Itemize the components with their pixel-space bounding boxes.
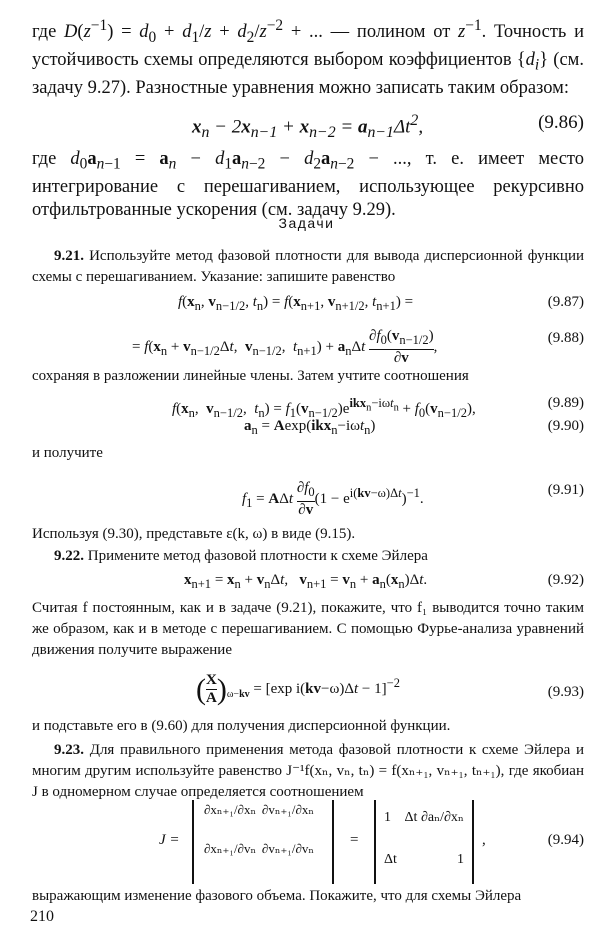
equation-9-88: [32, 318, 584, 366]
equation-9-87: [32, 292, 584, 314]
problem-9-22: [32, 546, 584, 567]
equation-9-91: [32, 470, 584, 518]
m1-d: ∂vₙ₊₁/∂vₙ: [261, 841, 314, 856]
section-title: Задачи: [278, 215, 335, 231]
eq-988-formula: = $f(x_n + v_{n-1/2}\Delta t$, $v_{n-1/2}$, $t_{n+1}) + a_n\Delta t$ $\frac{\partial f_0(v_{n-1/2})}{\partial v}$ ,: [132, 328, 438, 366]
intro-paragraph: где $D(z^{-1}) = d_0 + d_1/z + d_2/z^{-2}$ + ... — полином от $z^{-1}$. Точность и устойчивость схемы определяются выбором коэффициентов $\{d_i\}$ (см. задачу 9.27). Разностные уравнения можно записать таким образом:: [32, 17, 585, 98]
eq-994-comma: ,: [482, 832, 486, 848]
m2-b: Δt ∂aₙ/∂xₙ: [404, 810, 464, 825]
eq-992-formula: $x_{n+1} = x_n + v_n\Delta t$, $v_{n+1} = v_n + a_n(x_n)\Delta t$.: [184, 572, 428, 591]
para-after-986: где $d_0a_{n-1} = a_n - d_1a_{n-2} - d_2a_{n-2}$ − ..., т. е. имеет место интегрирование с перешагиванием, использующее рекурсивно отфильтрованные ускорения (см. задачу 9.29).: [32, 149, 585, 220]
equation-9-89: [32, 393, 584, 420]
paragraph-and-get: и получите: [32, 445, 103, 461]
eq-991-formula: $f_1 = A\Delta t$ $\frac{\partial f_0}{\partial v}$ $(1 - e^{i(kv-\omega)\Delta t})^{-1}$.: [242, 480, 424, 518]
page-number: 210: [30, 908, 54, 925]
equation-9-86: [32, 112, 584, 142]
equation-9-90: [32, 416, 584, 438]
eq-989-formula: $f(x_n$, $v_{n-1/2}$, $t_n) = f_1(v_{n-1/2})e^{ikx_n-i\omega t_n} + f_0(v_{n-1/2})$,: [172, 396, 476, 420]
eq-987-formula: $f(x_n$, $v_{n-1/2}$, $t_n) = f(x_{n+1}$, $v_{n+1/2}$, $t_{n+1}$) =: [178, 294, 414, 313]
eq-994-equals: =: [350, 832, 359, 848]
problem-9-23-label: 9.23.: [54, 742, 84, 758]
eq-993-formula: ( $\frac{X}{A}$ )$_{\omega-kv} = [\exp$ i(kv−ω)Δt − 1]$^{-2}$: [196, 672, 400, 706]
eq-990-formula: $a_n = Aexp(ikx_n-i\omega t_n)$: [244, 418, 376, 437]
problem-9-22-label: 9.22.: [54, 548, 84, 564]
m1-b: ∂vₙ₊₁/∂xₙ: [261, 802, 314, 817]
jacobian-matrix-values: [384, 808, 464, 870]
equation-9-92: [32, 570, 584, 592]
paragraph-substitute: и подставьте его в (9.60) для получения дисперсионной функции.: [32, 718, 451, 734]
m2-a: 1: [384, 810, 391, 825]
paragraph-last: выражающим изменение фазового объема. Покажите, что для схемы Эйлера: [32, 888, 522, 904]
problem-9-22-text: Примените метод фазовой плотности к схеме Эйлера: [87, 548, 428, 564]
problem-9-21: [32, 246, 584, 288]
eq-991-number: (9.91): [547, 482, 584, 498]
eq-988-number: (9.88): [547, 330, 584, 346]
paragraph-using-930: Используя (9.30), представьте ε(k, ω) в виде (9.15).: [32, 526, 356, 542]
m1-a: ∂xₙ₊₁/∂xₙ: [204, 802, 257, 817]
m1-c: ∂xₙ₊₁/∂vₙ: [204, 841, 257, 856]
paragraph-keep-linear: сохраняя в разложении линейные члены. Затем учтите соотношения: [32, 368, 469, 384]
m2-c: Δt: [384, 852, 397, 867]
eq-989-number: (9.89): [547, 395, 584, 411]
eq-990-number: (9.90): [547, 418, 584, 434]
problem-9-21-text: Используйте метод фазовой плотности для вывода дисперсионной функции схемы с перешагиванием. Указание: запишите равенство: [32, 248, 585, 285]
eq-993-number: (9.93): [547, 684, 584, 700]
eq-987-number: (9.87): [547, 294, 584, 310]
equation-9-93: [32, 660, 584, 708]
paragraph-euler: Считая f постоянным, как и в задаче (9.21), покажите, что f₁ выводится точно таким же образом, как и в методе с перешагиванием. С помощью Фурье-анализа уравнений движения получите выражение: [32, 600, 584, 658]
eq-994-number: (9.94): [547, 832, 584, 848]
eq-992-number: (9.92): [547, 572, 584, 588]
eq-986-number: (9.86): [538, 112, 584, 133]
jacobian-matrix-partials: [204, 800, 314, 858]
problem-9-23: [32, 740, 584, 803]
eq-986-formula: $x_n - 2x_{n-1} + x_{n-2} = a_{n-1}\Delta t^2$,: [192, 112, 424, 142]
problem-9-23-text: Для правильного применения метода фазовой плотности к схеме Эйлера и многим другим используйте равенство J⁻¹f(xₙ, vₙ, tₙ) = f(xₙ₊₁, vₙ₊₁, tₙ₊₁), где якобиан J в одномерном случае определяется соотношением: [32, 742, 584, 800]
problem-9-21-label: 9.21.: [54, 248, 84, 264]
eq-994-lhs: J =: [159, 832, 180, 848]
m2-d: 1: [457, 852, 464, 867]
equation-9-94: [32, 800, 584, 884]
